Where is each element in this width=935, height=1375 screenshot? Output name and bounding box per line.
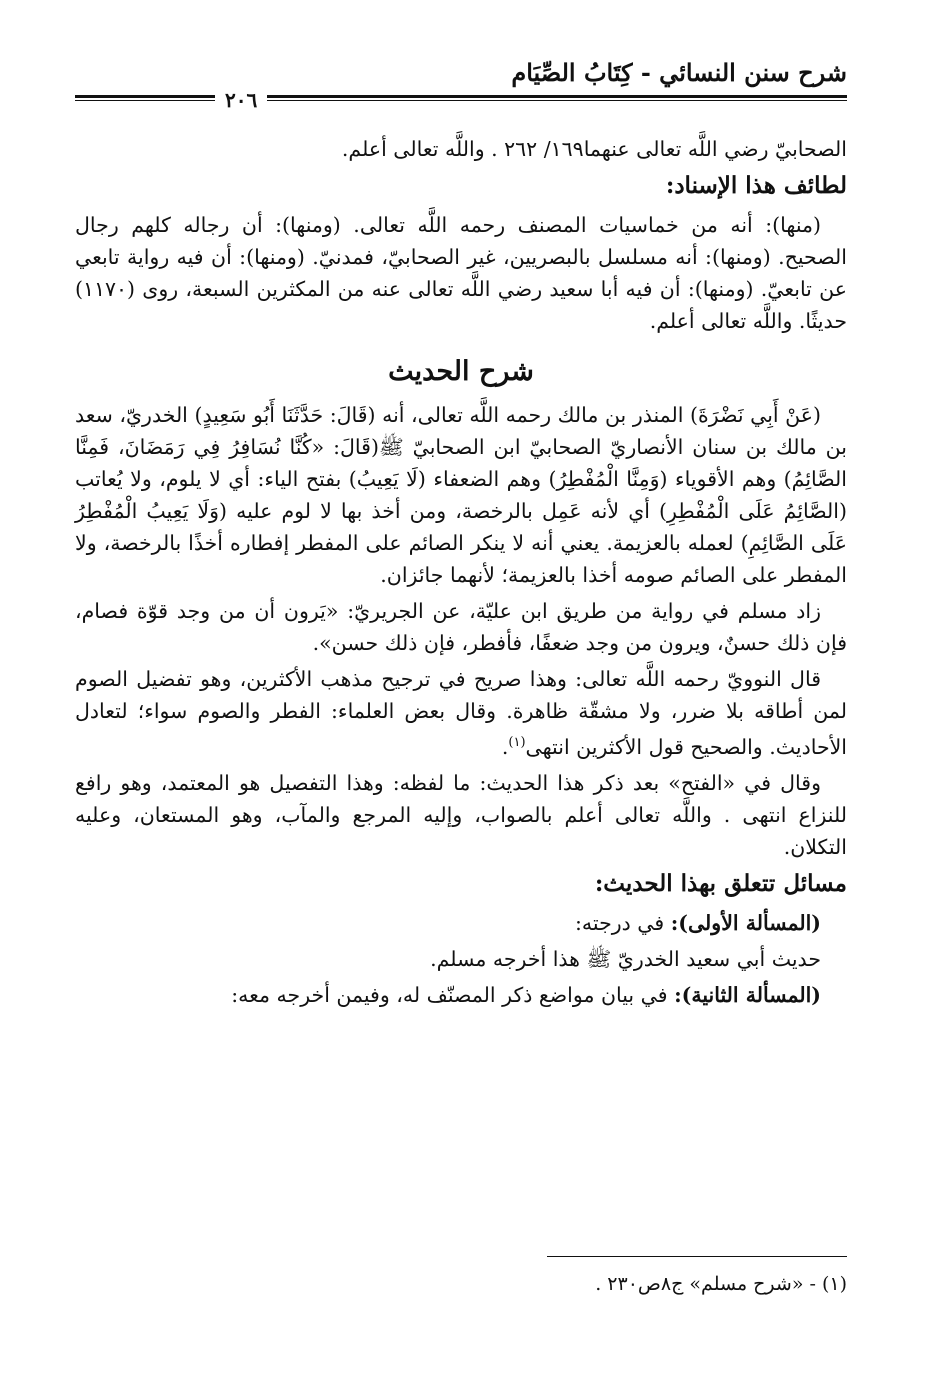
header-rule-thick [75, 95, 847, 98]
nawawi-paragraph: قال النوويّ رحمه اللَّه تعالى: وهذا صريح في ترجيح مذهب الأكثرين، وهو تفضيل الصوم لمن أطاقه بلا ضرر، ولا مشقّة ظاهرة. وقال بعض العلماء: الفطر والصوم سواء؛ لتعادل الأحاديث. والصحيح قول الأكثرين انتهى$^{(١)}$. [75, 667, 847, 759]
masala-1-label: (المسألة الأولى): [670, 910, 821, 935]
lataif-paragraph: (منها): أنه من خماسيات المصنف رحمه اللَّه تعالى. (ومنها): أن رجاله كلهم رجال الصحيح. (ومنها): أنه مسلسل بالبصريين، غير الصحابيّ، فمدنيّ. (ومنها): أن فيه رواية تابعي عن تابعيّ. (ومنها): أن فيه أبا سعيد رضي اللَّه تعالى عنه من المكثرين السبعة، روى (١١٧٠) حديثًا. واللَّه تعالى أعلم. [75, 213, 847, 333]
footnote-rule [547, 1256, 847, 1257]
section-heading-masail: مسائل تتعلق بهذا الحديث: [594, 869, 847, 897]
page-body [75, 133, 847, 1015]
masala-1-text: في درجته: [574, 910, 671, 935]
nawawi-text: قال النوويّ رحمه اللَّه تعالى: وهذا صريح في ترجيح مذهب الأكثرين، وهو تفضيل الصوم لمن أطاقه بلا ضرر، ولا مشقّة ظاهرة. وقال بعض العلماء: الفطر والصوم سواء؛ لتعادل الأحاديث. والصحيح قول الأكثرين انتهى [75, 667, 847, 759]
intro-paragraph: الصحابيّ رضي اللَّه تعالى عنهما١٦٩/ ٢٦٢ . واللَّه تعالى أعلم. [341, 137, 847, 161]
running-head [75, 58, 847, 112]
footnote: (١) - «شرح مسلم» ج٨ص٢٣٠ . [595, 1273, 847, 1295]
masala-1 [75, 907, 847, 939]
page-number: ٢٠٦ [215, 88, 267, 112]
masala-2-label: (المسألة الثانية): [674, 982, 821, 1007]
fath-paragraph: وقال في «الفتح» بعد ذكر هذا الحديث: ما لفظه: وهذا التفصيل هو المعتمد، وهو رافع للنزاع انتهى . واللَّه تعالى أعلم بالصواب، وإليه المرجع والمآب، وهو المستعان، وعليه التكلان. [75, 770, 847, 859]
masala-2-text: في بيان مواضع ذكر المصنّف له، وفيمن أخرجه معه: [231, 982, 675, 1007]
header-rule-thin [75, 100, 847, 101]
masala-2 [75, 979, 847, 1011]
muslim-paragraph: زاد مسلم في رواية من طريق ابن عليّة، عن الجريريّ: «يَرون أن من وجد قوّة فصام، فإن ذلك حسنٌ، ويرون من وجد ضعفًا، فأفطر، فإن ذلك حسن». [75, 599, 847, 655]
footnote-marker[interactable]: (١) [508, 735, 526, 750]
section-heading-sharh: شرح الحديث [388, 356, 534, 387]
running-head-title: شرح سنن النسائي - كِتَابُ الصِّيَام [511, 58, 847, 87]
masala-1-body: حديث أبي سعيد الخدريّ ﷺ هذا أخرجه مسلم. [430, 946, 821, 971]
section-heading-lataif: لطائف هذا الإسناد: [665, 172, 847, 199]
sharh-paragraph: (عَنْ أَبِي نَضْرَةَ) المنذر بن مالك رحمه اللَّه تعالى، أنه (قَالَ: حَدَّثَنَا أَبُو سَعِيدٍ) الخدريّ، سعد بن مالك بن سنان الأنصاريّ الصحابيّ ابن الصحابيّ ﷺ(قَالَ: «كُنَّا نُسَافِرُ فِي رَمَضَانَ، فَمِنَّا الصَّائِمُ) وهم الأقوياء (وَمِنَّا الْمُفْطِرُ) وهم الضعفاء (لَا يَعِيبُ) بفتح الياء: أي لا يلوم، ولا يُعاتب (الصَّائِمُ عَلَى الْمُفْطِرِ) أي لأنه عَمِل بالرخصة، ومن أخذ بها لا لوم عليه (وَلَا يَعِيبُ الْمُفْطِرُ عَلَى الصَّائِمِ) لعمله بالعزيمة. يعني أنه لا ينكر الصائم على المفطر إفطاره أخذًا بالرخصة، ولا المفطر على الصائم صومه أخذا بالعزيمة؛ لأنهما جائزان. [75, 403, 847, 587]
